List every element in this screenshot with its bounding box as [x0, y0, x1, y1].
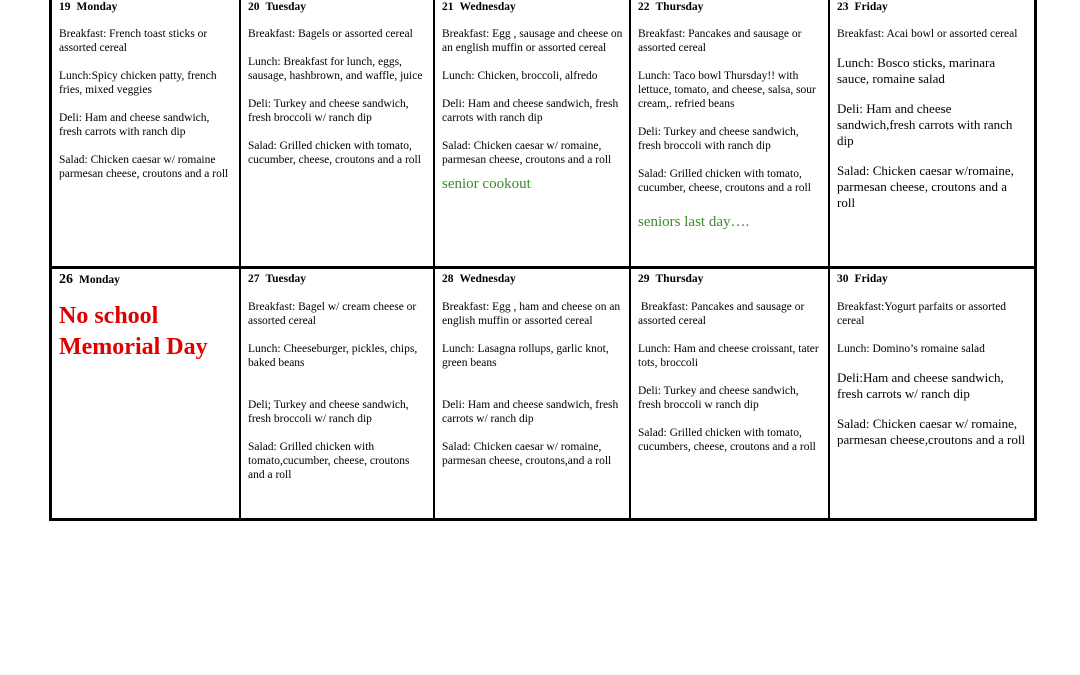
deli-item: Deli: Ham and cheese sandwich, fresh carrots with ranch dip	[59, 112, 210, 138]
lunch-item: Lunch: Bosco sticks, marinara sauce, romaine salad	[837, 55, 996, 86]
breakfast-item: Breakfast:Yogurt parfaits or assorted cereal	[837, 301, 1007, 327]
lunch-item: Lunch: Domino’s romaine salad	[837, 343, 985, 355]
day-cell-30	[830, 269, 1034, 518]
day-cell-29	[631, 269, 830, 518]
salad-item: Salad: Grilled chicken with tomato, cucumbers, cheese, croutons and a roll	[638, 427, 816, 453]
deli-item: Deli; Turkey and cheese sandwich, fresh broccoli w/ ranch dip	[248, 399, 409, 425]
breakfast-item: Breakfast: Acai bowl or assorted cereal	[837, 28, 1018, 40]
salad-item: Salad: Grilled chicken with tomato, cucumber, cheese, croutons and a roll	[248, 140, 421, 166]
lunch-menu-calendar	[49, 0, 1037, 521]
day-cell-26	[52, 269, 241, 518]
breakfast-item: Breakfast: Pancakes and sausage or assorted cereal	[638, 301, 808, 327]
breakfast-item: Breakfast: French toast sticks or assorted cereal	[59, 28, 208, 54]
event-note: senior cookout	[442, 176, 531, 192]
breakfast-item: Breakfast: Bagels or assorted cereal	[248, 28, 413, 40]
day-header: 27 Tuesday	[248, 273, 306, 285]
deli-item: Deli: Ham and cheese sandwich, fresh carrots with ranch dip	[442, 98, 619, 124]
lunch-item: Lunch: Breakfast for lunch, eggs, sausage, hashbrown, and waffle, juice	[248, 56, 423, 82]
day-cell-21	[435, 0, 631, 269]
day-header: 29 Thursday	[638, 273, 704, 285]
deli-item: Deli: Ham and cheese sandwich, fresh carrots w/ ranch dip	[442, 399, 619, 425]
lunch-item: Lunch: Lasagna rollups, garlic knot, green beans	[442, 343, 609, 369]
lunch-item: Lunch: Cheeseburger, pickles, chips, baked beans	[248, 343, 418, 369]
deli-item: Deli: Turkey and cheese sandwich, fresh broccoli w ranch dip	[638, 385, 799, 411]
lunch-item: Lunch: Taco bowl Thursday!! with lettuce, tomato, and cheese, salsa, sour cream,. refried beans	[638, 70, 816, 110]
day-header: 26 Monday	[59, 272, 120, 287]
day-cell-27	[241, 269, 435, 518]
deli-item: Deli: Ham and cheese sandwich,fresh carrots with ranch dip	[837, 101, 1013, 148]
day-header: 22 Thursday	[638, 1, 704, 13]
lunch-item: Lunch:Spicy chicken patty, french fries, mixed veggies	[59, 70, 217, 96]
event-note: seniors last day….	[638, 214, 750, 230]
breakfast-item: Breakfast: Egg , sausage and cheese on an english muffin or assorted cereal	[442, 28, 623, 54]
deli-item: Deli:Ham and cheese sandwich, fresh carrots w/ ranch dip	[837, 370, 1004, 401]
day-cell-28	[435, 269, 631, 518]
day-cell-23	[830, 0, 1034, 269]
breakfast-item: Breakfast: Pancakes and sausage or assorted cereal	[638, 28, 802, 54]
salad-item: Salad: Chicken caesar w/ romaine, parmesan cheese, croutons,and a roll	[442, 441, 612, 467]
lunch-item: Lunch: Chicken, broccoli, alfredo	[442, 70, 598, 82]
deli-item: Deli: Turkey and cheese sandwich, fresh broccoli w/ ranch dip	[248, 98, 409, 124]
day-cell-19	[52, 0, 241, 269]
closure-notice: No school Memorial Day	[59, 303, 208, 360]
salad-item: Salad: Grilled chicken with tomato, cucumber, cheese, croutons and a roll	[638, 168, 811, 194]
day-header: 20 Tuesday	[248, 1, 306, 13]
day-cell-20	[241, 0, 435, 269]
salad-item: Salad: Grilled chicken with tomato,cucumber, cheese, croutons and a roll	[248, 441, 410, 481]
day-cell-22	[631, 0, 830, 269]
day-header: 23 Friday	[837, 1, 888, 13]
day-header: 28 Wednesday	[442, 273, 516, 285]
salad-item: Salad: Chicken caesar w/romaine, parmesan cheese, croutons and a roll	[837, 163, 1014, 210]
lunch-item: Lunch: Ham and cheese croissant, tater tots, broccoli	[638, 343, 819, 369]
breakfast-item: Breakfast: Egg , ham and cheese on an english muffin or assorted cereal	[442, 301, 621, 327]
day-header: 19 Monday	[59, 1, 118, 13]
salad-item: Salad: Chicken caesar w/ romaine, parmesan cheese, croutons and a roll	[442, 140, 612, 166]
deli-item: Deli: Turkey and cheese sandwich, fresh broccoli with ranch dip	[638, 126, 799, 152]
breakfast-item: Breakfast: Bagel w/ cream cheese or assorted cereal	[248, 301, 417, 327]
salad-item: Salad: Chicken caesar w/ romaine, parmesan cheese,croutons and a roll	[837, 416, 1026, 447]
salad-item: Salad: Chicken caesar w/ romaine parmesan cheese, croutons and a roll	[59, 154, 229, 180]
day-header: 30 Friday	[837, 273, 888, 285]
day-header: 21 Wednesday	[442, 1, 516, 13]
